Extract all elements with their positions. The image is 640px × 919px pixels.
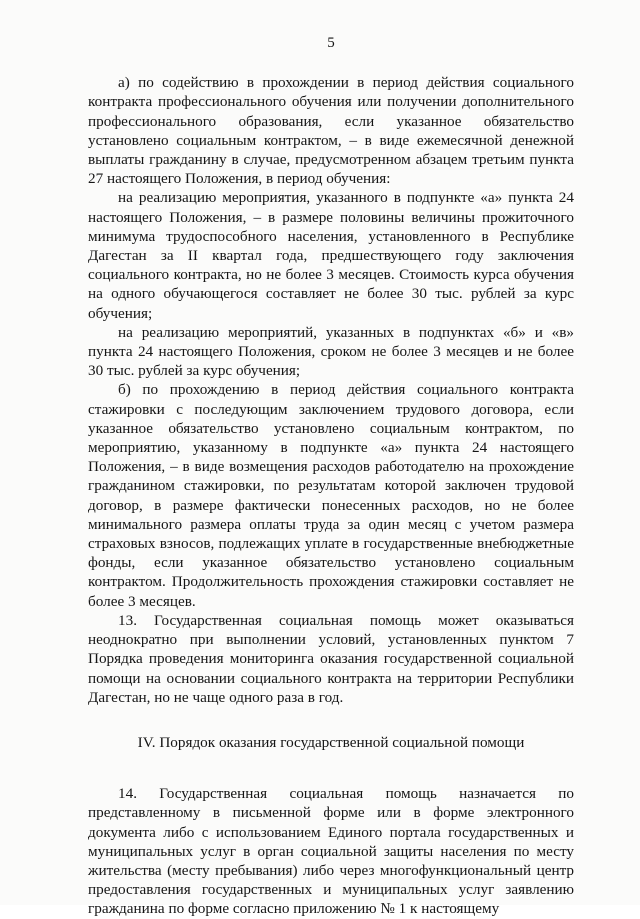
section-title: IV. Порядок оказания государственной социальной помощи [137,733,525,751]
paragraph-13: 13. Государственная социальная помощь может оказываться неоднократно при выполнении условий, установленных пунктом 7 Порядка проведения мониторинга оказания государственной социальной помощи на основании социального контракта на территории Республики Дагестан, но не чаще одного раза в год. [88,611,574,706]
paragraph-a-item-1: на реализацию мероприятия, указанного в подпункте «а» пункта 24 настоящего Положения, – в размере половины величины прожиточного минимума трудоспособного населения, установленного в Республике Дагестан за II квартал года, предшествующего году заключения социального контракта, но не более 3 месяцев. Стоимость курса обучения на одного обучающегося составляет не более 30 тыс. рублей за курс обучения; [88,189,574,322]
page-number: 5 [327,35,335,51]
paragraph-b: б) по прохождению в период действия социального контракта стажировки с последующим заключением трудового договора, если указанное обязательство установлено социальным контрактом, по мероприятию, указанному в подпункте «а» пункта 24 настоящего Положения, – в виде возмещения расходов работодателю на прохождение гражданином стажировки, по результатам которой заключен трудовой договор, в размере фактически понесенных расходов, но не более минимального размера оплаты труда за один месяц с учетом размера страховых взносов, подлежащих уплате в государственные внебюджетные фонды, если указанное обязательство установлено социальным контрактом. Продолжительность прохождения стажировки составляет не более 3 месяцев. [88,381,574,610]
paragraph-a: а) по содействию в прохождении в период действия социального контракта профессионального обучения или получении дополнительного профессионального образования, если указанное обязательство установлено социальным контрактом, – в виде ежемесячной денежной выплаты гражданину в случае, предусмотренном абзацем третьим пункта 27 настоящего Положения, в период обучения: [88,74,574,188]
paragraph-14: 14. Государственная социальная помощь назначается по представленному в письменной форме или в форме электронного документа либо с использованием Единого портала государственных и муниципальных услуг в орган социальной защиты населения по месту жительства (месту пребывания) либо через многофункциональный центр предоставления государственных и муниципальных услуг заявлению гражданина по форме согласно приложению № 1 к настоящему [88,785,574,918]
paragraph-a-item-2: на реализацию мероприятий, указанных в подпунктах «б» и «в» пункта 24 настоящего Положения, сроком не более 3 месяцев и не более 30 тыс. рублей за курс обучения; [88,323,574,380]
